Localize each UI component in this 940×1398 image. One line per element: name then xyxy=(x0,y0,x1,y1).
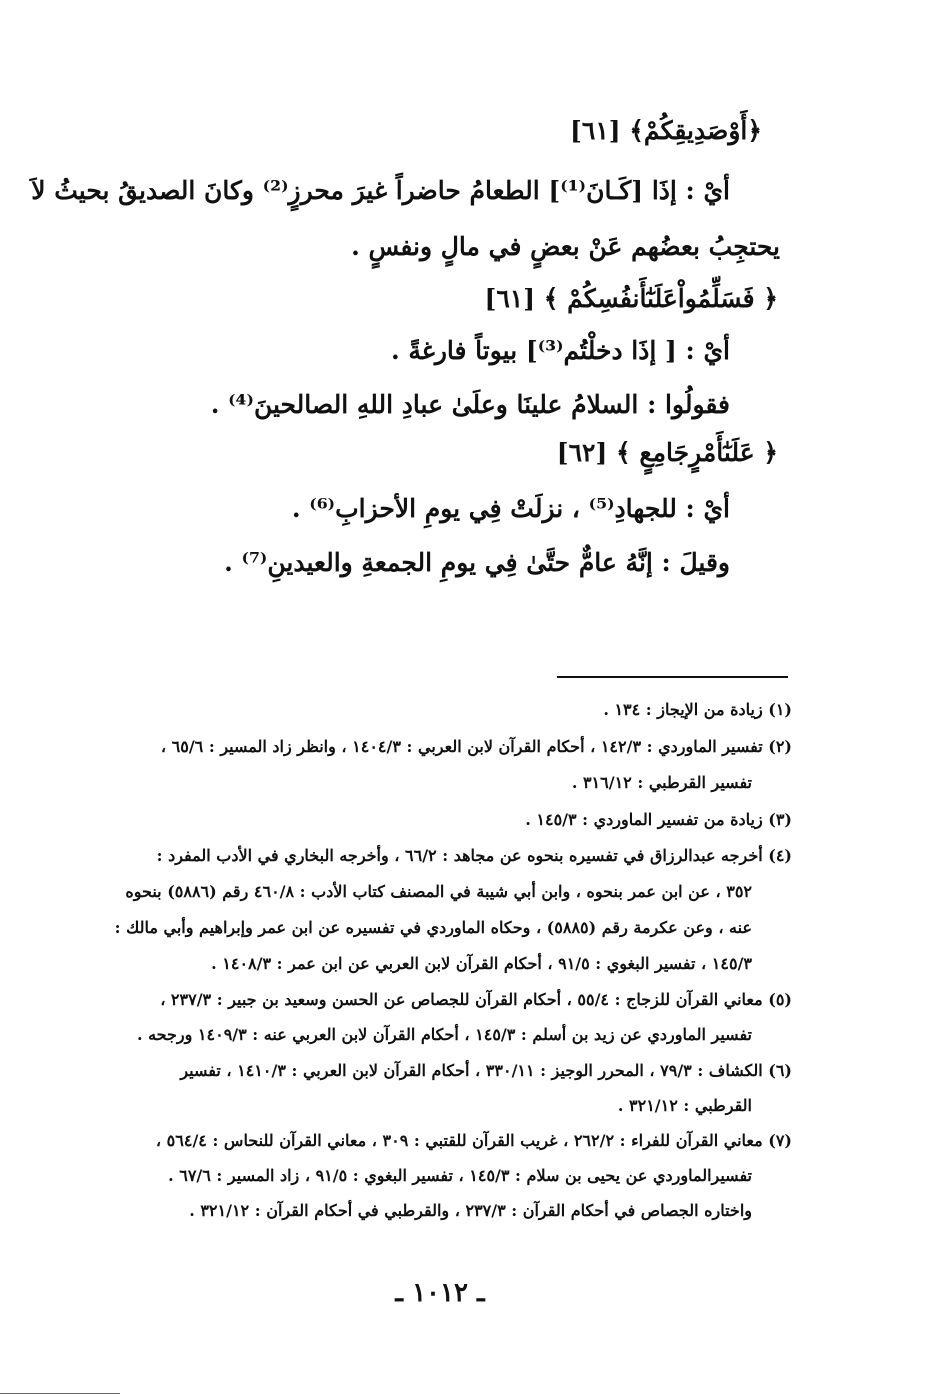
verse-heading-3: ﴿ عَلَىٰٓأَمْرٍجَامِعٍ ﴾ [٦٢] xyxy=(556,438,778,467)
footnote-line: (٢) تفسير الماوردي : ١٤٢/٣ ، أحكام القرآن لابن العربي : ١٤٠٤/٣ ، وانظر زاد المسير : ٦٥/٦ ، xyxy=(160,737,792,756)
footnote-line: (٤) أخرجه عبدالرزاق في تفسيره بنحوه عن مجاهد : ٦٦/٢ ، وأخرجه البخاري في الأدب المفرد : xyxy=(156,846,792,865)
footnote-line: القرطبي : ٣٢١/١٢ . xyxy=(617,1096,752,1115)
scan-edge-line xyxy=(0,1393,120,1394)
page-number: ـ ١٠١٢ ـ xyxy=(395,1278,485,1308)
footnote-line: تفسيرالماوردي عن يحيى بن سلام : ١٤٥/٣ ، تفسير البغوي : ٩١/٥ ، زاد المسير : ٦٧/٦ . xyxy=(168,1166,752,1185)
text-line: فقولُوا : السلامُ علينَا وعلَىٰ عبادِ اللهِ الصالحينَ⁽⁴⁾ . xyxy=(210,390,730,419)
text-line: أيْ : [ إذَا دخلْتُم⁽³⁾] بيوتاً فارغةً . xyxy=(390,336,730,365)
text-line: أيْ : إذَا [كَـانَ⁽¹⁾] الطعامُ حاضراً غيرَ محرزٍ⁽²⁾ وكانَ الصديقُ بحيثُ لاَ xyxy=(31,176,730,205)
footnote-line: ٣٥٢ ، عن ابن عمر بنحوه ، وابن أبي شيبة في المصنف كتاب الأدب : ٤٦٠/٨ رقم (٥٨٨٦) بنحوه xyxy=(125,882,752,901)
text-line: يحتجِبُ بعضُهم عَنْ بعضٍ في مالٍ ونفسٍ . xyxy=(351,232,780,261)
footnote-line: عنه ، وعن عكرمة رقم (٥٨٨٥) ، وحكاه الماوردي في تفسيره عن ابن عمر وإبراهيم وأبي مالك : xyxy=(114,918,752,937)
footnote-line: تفسير الماوردي عن زيد بن أسلم : ١٤٥/٣ ، أحكام القرآن لابن العربي عنه : ١٤٠٩/٣ ورجحه . xyxy=(136,1025,752,1044)
footnote-line: (٣) زيادة من تفسير الماوردي : ١٤٥/٣ . xyxy=(525,810,792,829)
footnote-line: واختاره الجصاص في أحكام القرآن : ٢٣٧/٣ ، والقرطبي في أحكام القرآن : ٣٢١/١٢ . xyxy=(189,1201,752,1220)
footnote-separator xyxy=(557,676,788,678)
verse-heading-2: ﴿ فَسَلِّمُواْعَلَىٰٓأَنفُسِكُمْ ﴾ [٦١] xyxy=(484,284,778,313)
footnote-line: تفسير القرطبي : ٣١٦/١٢ . xyxy=(571,773,752,792)
footnote-line: (٧) معاني القرآن للفراء : ٢٦٢/٢ ، غريب القرآن للقتبي : ٣٠٩ ، معاني القرآن للنحاس : ٥٦٤/٤ ، xyxy=(155,1131,792,1150)
text-line: أيْ : للجهادِ⁽⁵⁾ ، نزلَتْ فِي يومِ الأحزابِ⁽⁶⁾ . xyxy=(291,494,730,523)
footnote-line: ١٤٥/٣ ، تفسير البغوي : ٩١/٥ ، أحكام القرآن لابن العربي عن ابن عمر : ١٤٠٨/٣ . xyxy=(211,954,752,973)
verse-heading-1: ﴿أَوْصَدِيقِكُمْ﴾ [٦١] xyxy=(570,116,762,145)
text-line: وقيلَ : إنَّهُ عامٌّ حتَّىٰ فِي يومِ الجمعةِ والعيدينِ⁽⁷⁾ . xyxy=(224,548,730,577)
footnote-line: (٦) الكشاف : ٧٩/٣ ، المحرر الوجيز : ٣٣٠/١١ ، أحكام القرآن لابن العربي : ١٤١٠/٣ ، تفسير xyxy=(180,1061,792,1080)
footnote-line: (١) زيادة من الإيجاز : ١٣٤ . xyxy=(603,700,792,719)
footnote-line: (٥) معاني القرآن للزجاج : ٥٥/٤ ، أحكام القرآن للجصاص عن الحسن وسعيد بن جبير : ٢٣٧/٣ ، xyxy=(160,990,792,1009)
